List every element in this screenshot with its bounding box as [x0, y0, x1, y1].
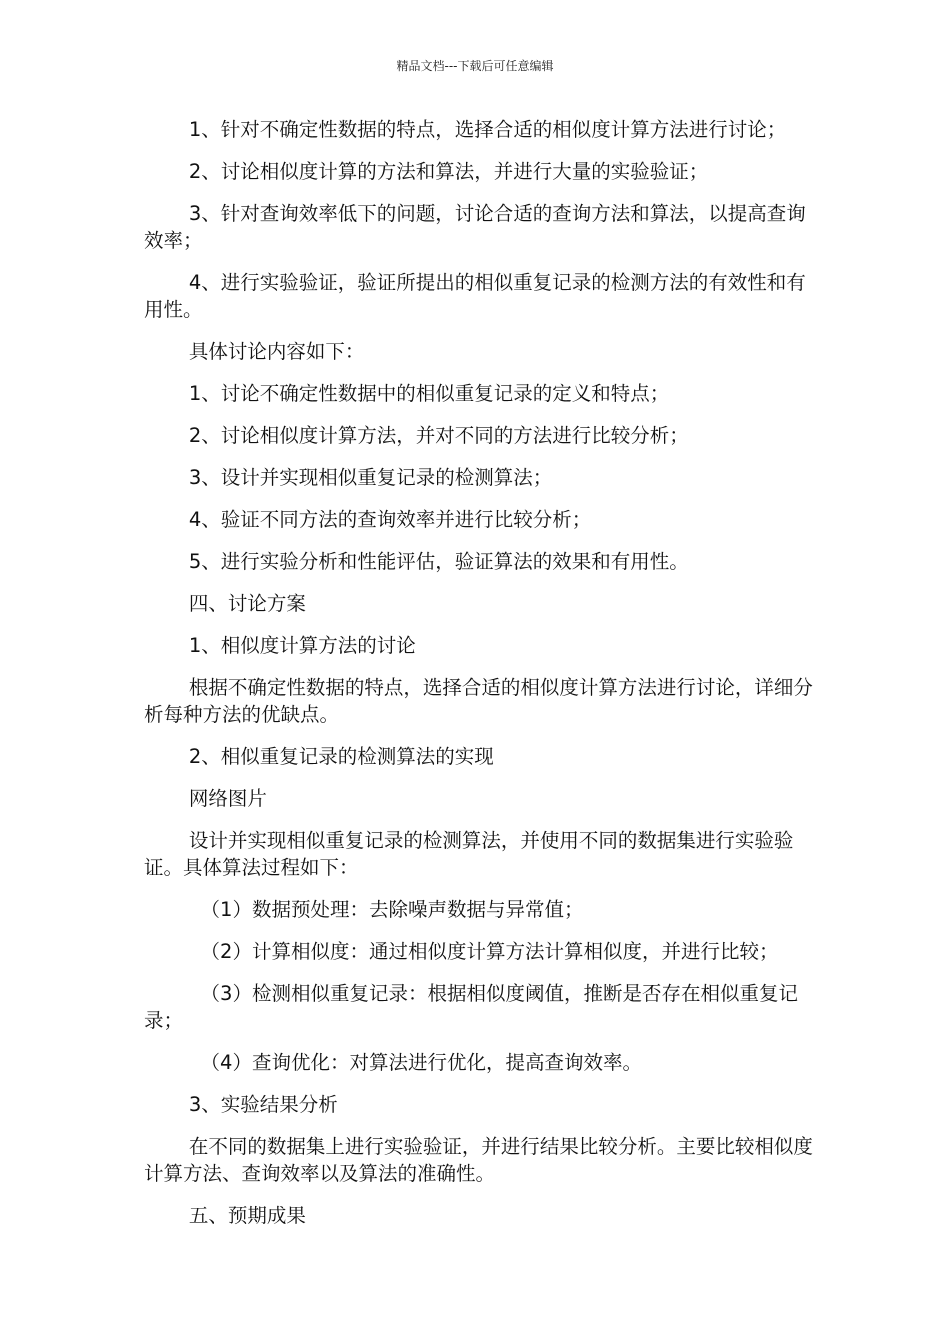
paragraph: 2、讨论相似度计算的方法和算法，并进行大量的实验验证；	[188, 160, 709, 183]
paragraph: 1、讨论不确定性数据中的相似重复记录的定义和特点；	[188, 382, 670, 405]
image-caption: 网络图片	[188, 787, 267, 810]
list-item: （2）计算相似度：通过相似度计算方法计算相似度，并进行比较；	[200, 940, 779, 963]
paragraph: 在不同的数据集上进行实验验证，并进行结果比较分析。主要比较相似度计算方法、查询效率以及算法的准确性。	[144, 1135, 813, 1185]
section-heading: 四、讨论方案	[188, 592, 306, 615]
subsection-heading: 1、相似度计算方法的讨论	[188, 634, 416, 657]
section-heading: 五、预期成果	[188, 1204, 306, 1227]
paragraph: 2、讨论相似度计算方法，并对不同的方法进行比较分析；	[188, 424, 689, 447]
paragraph: 3、设计并实现相似重复记录的检测算法；	[188, 466, 553, 489]
paragraph: 4、进行实验验证，验证所提出的相似重复记录的检测方法的有效性和有用性。	[144, 271, 806, 321]
document-body	[144, 116, 814, 1244]
subsection-heading: 2、相似重复记录的检测算法的实现	[188, 745, 494, 768]
list-item: （4）查询优化：对算法进行优化，提高查询效率。	[200, 1051, 642, 1074]
page-header: 精品文档---下载后可任意编辑	[396, 59, 554, 73]
list-item: （1）数据预处理：去除噪声数据与异常值；	[200, 898, 584, 921]
paragraph: 1、针对不确定性数据的特点，选择合适的相似度计算方法进行讨论；	[188, 118, 787, 141]
subsection-heading: 3、实验结果分析	[188, 1093, 338, 1116]
paragraph: 设计并实现相似重复记录的检测算法，并使用不同的数据集进行实验验证。具体算法过程如下：	[144, 829, 794, 879]
paragraph: 3、针对查询效率低下的问题，讨论合适的查询方法和算法，以提高查询效率；	[144, 202, 806, 252]
paragraph: 根据不确定性数据的特点，选择合适的相似度计算方法进行讨论，详细分析每种方法的优缺点。	[144, 676, 813, 726]
paragraph: 具体讨论内容如下：	[188, 340, 365, 363]
paragraph: 4、验证不同方法的查询效率并进行比较分析；	[188, 508, 592, 531]
paragraph: 5、进行实验分析和性能评估，验证算法的效果和有用性。	[188, 550, 689, 573]
list-item: （3）检测相似重复记录：根据相似度阈值，推断是否存在相似重复记录；	[144, 982, 798, 1032]
